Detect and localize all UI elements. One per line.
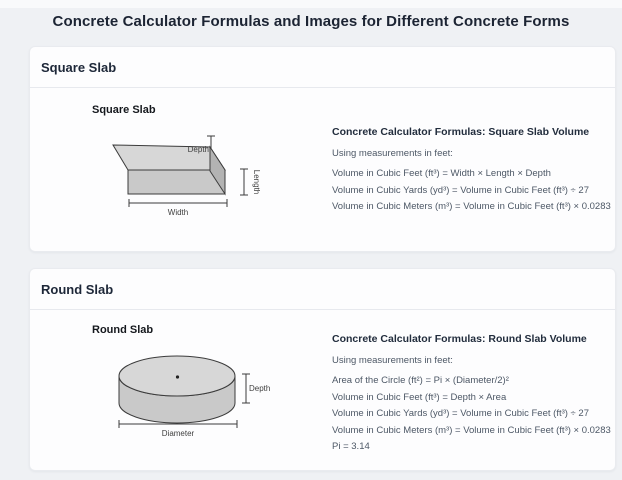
section-square-slab: [29, 46, 616, 252]
formula-line: Volume in Cubic Meters (m³) = Volume in Cubic Feet (ft³) × 0.0283: [332, 424, 611, 436]
formula-line: Volume in Cubic Feet (ft³) = Depth × Area: [332, 391, 507, 403]
page-title: Concrete Calculator Formulas and Images for Different Concrete Forms: [52, 13, 570, 30]
round-slab-diagram: [98, 347, 273, 439]
formula-line: Volume in Cubic Meters (m³) = Volume in Cubic Feet (ft³) × 0.0283: [332, 201, 611, 212]
formula-line: Pi = 3.14: [332, 441, 370, 452]
formulas-heading: Concrete Calculator Formulas: Square Slab Volume: [332, 126, 590, 138]
top-strip: [0, 0, 622, 8]
diameter-label: Diameter: [161, 429, 195, 438]
round-slab-formulas: [332, 333, 612, 458]
slab-front-face: [128, 170, 225, 194]
depth-label: Depth: [249, 384, 271, 393]
square-slab-formulas: [332, 126, 612, 218]
square-slab-diagram-title: Square Slab: [92, 104, 156, 116]
formulas-intro: Using measurements in feet:: [332, 355, 453, 366]
depth-label: Depth: [187, 145, 209, 154]
formula-line: Volume in Cubic Yards (yd³) = Volume in Cubic Feet (ft³) ÷ 27: [332, 184, 589, 196]
width-label: Width: [167, 208, 189, 217]
round-slab-section-header: [30, 269, 615, 310]
round-slab-section-title: Round Slab: [41, 282, 114, 297]
section-round-slab: [29, 268, 616, 471]
formula-line: Volume in Cubic Yards (yd³) = Volume in Cubic Feet (ft³) ÷ 27: [332, 408, 589, 419]
length-label: Length: [252, 169, 261, 195]
formulas-heading: Concrete Calculator Formulas: Round Slab Volume: [332, 333, 587, 345]
formulas-intro: Using measurements in feet:: [332, 148, 453, 159]
center-dot: [176, 375, 179, 378]
square-slab-section-header: [30, 47, 615, 88]
formula-line: Volume in Cubic Feet (ft³) = Width × Length × Depth: [332, 168, 551, 179]
round-slab-diagram-title: Round Slab: [92, 324, 154, 336]
square-slab-diagram: [88, 131, 263, 219]
square-slab-section-title: Square Slab: [41, 60, 117, 75]
formula-line: Area of the Circle (ft²) = Pi × (Diameter/2)²: [332, 375, 509, 386]
